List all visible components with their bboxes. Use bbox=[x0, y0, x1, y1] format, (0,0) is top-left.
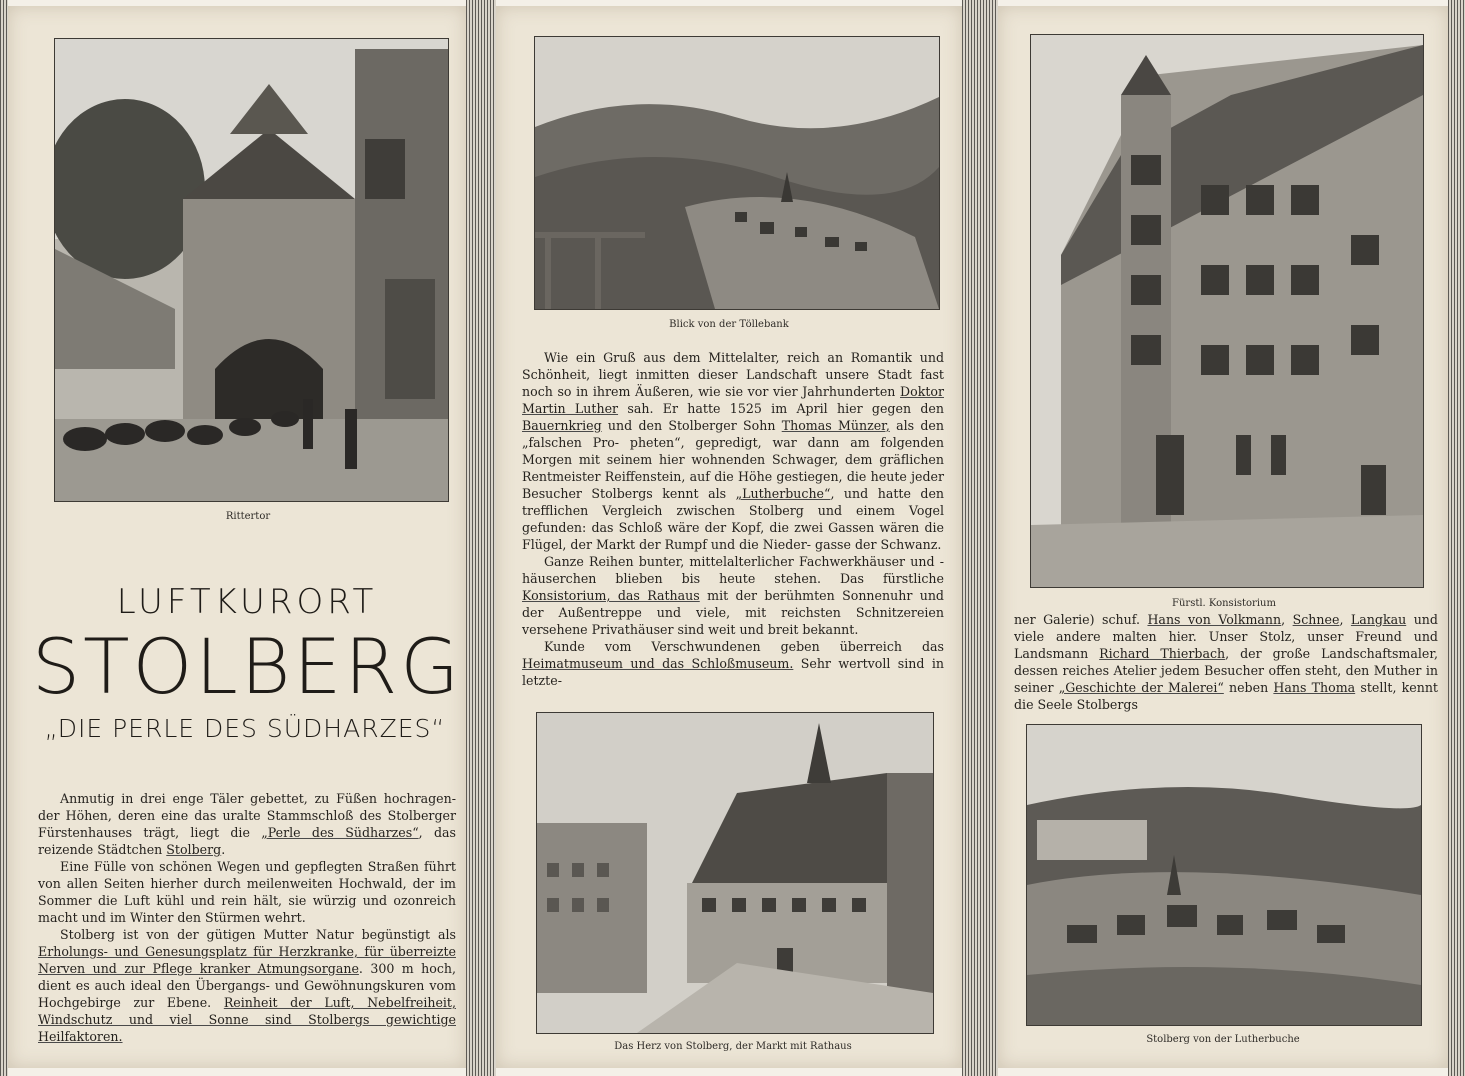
panel3-paragraph-1: ner Galerie) schuf. Hans von Volkmann, Schnee, Langkau und viele andere malten hier. Unser Stolz, unser Freund und Landsmann Richard Thierbach, der große Landschaftsmaler, dessen reiches Atelier jedem Besucher offen steht, den Muther in seiner „Geschichte der Malerei“ neben Hans Thoma stellt, kennt die Seele Stolbergs bbox=[1014, 612, 1439, 712]
photo-rittertor bbox=[54, 38, 449, 502]
title-perle: „DIE PERLE DES SÜDHARZES“ bbox=[44, 714, 446, 743]
markt-rathaus-image bbox=[537, 713, 933, 1033]
panel3-body bbox=[1014, 611, 1438, 713]
panel-middle bbox=[496, 6, 962, 1068]
photo-caption-toellebank: Blick von der Töllebank bbox=[669, 319, 789, 330]
photo-caption-markt-rathaus: Das Herz von Stolberg, der Markt mit Rathaus bbox=[614, 1041, 852, 1052]
panel1-body bbox=[38, 790, 456, 1045]
panel1-paragraph-1: Anmutig in drei enge Täler gebettet, zu Füßen hochragen- der Höhen, deren eine das uralte Stammschloß des Stolberger Fürstenhauses trägt, liegt die „Perle des Südharzes“, das reizende Städtchen Stolberg. bbox=[38, 791, 456, 857]
photo-caption-lutherbuche: Stolberg von der Lutherbuche bbox=[1146, 1034, 1300, 1045]
panel1-paragraph-2: Eine Fülle von schönen Wegen und gepflegten Straßen führt von allen Seiten hierher durch meilenweiten Hochwald, der im Sommer die Luft kühl und rein hält, sie würzig und ozonreich macht und im Winter den Stürmen wehrt. bbox=[38, 859, 456, 925]
photo-toellebank bbox=[534, 36, 940, 310]
panel2-paragraph-3: Kunde vom Verschwundenen geben überreich das Heimatmuseum und das Schloßmuseum. Sehr wertvoll sind in letzte- bbox=[522, 639, 944, 688]
fold-gutter-1 bbox=[466, 0, 496, 1076]
panel1-paragraph-3: Stolberg ist von der gütigen Mutter Natur begünstigt als Erholungs- und Genesungsplatz für Herzkranke, für überreizte Nerven und zur Pflege kranker Atmungsorgane. 300 m hoch, dient es auch ideal den Übergangs- und Gewöhnungskuren vom Hochgebirge zur Ebene. Reinheit der Luft, Nebelfreiheit, Windschutz und viel Sonne sind Stolbergs gewichtige Heilfaktoren. bbox=[38, 927, 457, 1044]
panel2-body bbox=[522, 349, 944, 689]
fold-gutter-right bbox=[1448, 0, 1465, 1076]
fold-gutter-2 bbox=[962, 0, 998, 1076]
fold-gutter-left bbox=[0, 0, 8, 1076]
photo-caption-konsistorium: Fürstl. Konsistorium bbox=[1172, 598, 1276, 609]
photo-caption-rittertor: Rittertor bbox=[225, 511, 271, 522]
photo-markt-rathaus bbox=[536, 712, 934, 1034]
photo-konsistorium bbox=[1030, 34, 1424, 588]
title-stolberg: STOLBERG bbox=[31, 622, 463, 711]
title-luftkurort: LUFTKURORT bbox=[116, 582, 378, 622]
konsistorium-image bbox=[1031, 35, 1423, 587]
panel-left bbox=[8, 6, 466, 1068]
toellebank-image bbox=[535, 37, 939, 309]
panel2-paragraph-2: Ganze Reihen bunter, mittelalterlicher Fachwerkhäuser und -häuserchen blieben bis heute stehen. Das fürstliche Konsistorium, das Rathaus mit der berühmten Sonnenuhr und der Außentreppe und viele, mit reichsten Schnitzereien versehene Privathäuser sind weit und breit bekannt. bbox=[522, 554, 944, 637]
rittertor-image bbox=[55, 39, 448, 501]
lutherbuche-image bbox=[1027, 725, 1421, 1025]
panel-right bbox=[998, 6, 1448, 1068]
panel2-paragraph-1: Wie ein Gruß aus dem Mittelalter, reich an Romantik und Schönheit, liegt inmitten dieser Landschaft unsere Stadt fast noch so in ihrem Äußeren, wie sie vor vier Jahrhunderten Doktor Martin Luther sah. Er hatte 1525 im April hier gegen den Bauernkrieg und den Stolberger Sohn Thomas Münzer, als den „falschen Pro- pheten“, gepredigt, war dann am folgenden Morgen mit seinem hier wohnenden Schwager, dem gräflichen Rentmeister Reiffenstein, auf die Höhe gestiegen, die heute jeder Besucher Stolbergs kennt als „Lutherbuche“, und hatte den trefflichen Vergleich zwischen Stolberg und einem Vogel gefunden: das Schloß wäre der Kopf, die zwei Gassen wären die Flügel, der Markt der Rumpf und die Nieder- gasse der Schwanz. bbox=[522, 350, 945, 552]
photo-lutherbuche bbox=[1026, 724, 1422, 1026]
